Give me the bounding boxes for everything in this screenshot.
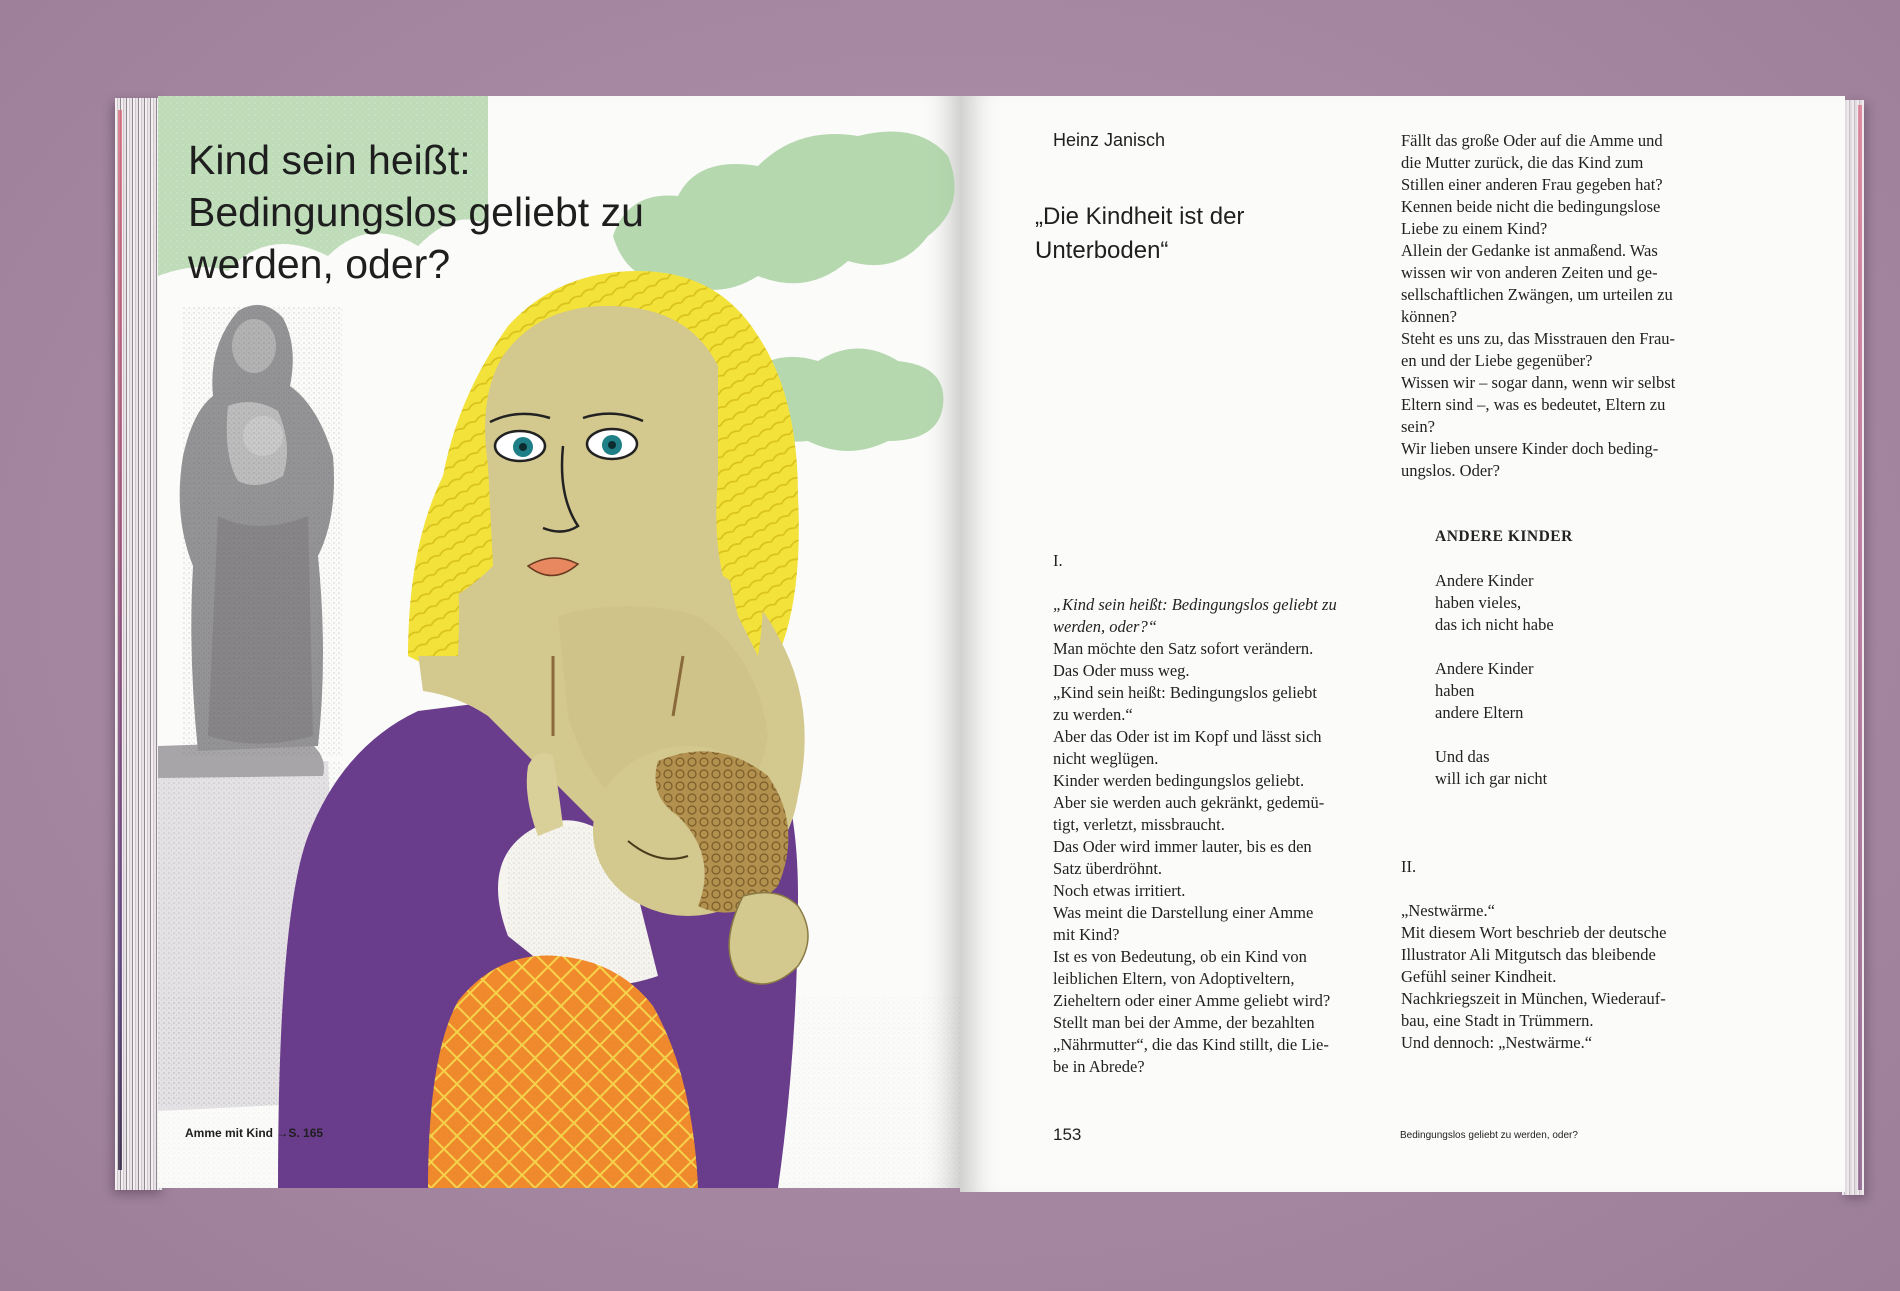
figure-caption: Amme mit Kind →S. 165 [185,1126,324,1140]
body-line: Stellt man bei der Amme, der bezahlten [1053,1013,1315,1032]
body-line: Zieheltern oder einer Amme geliebt wird? [1053,991,1331,1010]
body-line: Wissen wir – sogar dann, wenn wir selbst [1401,373,1676,392]
body-line: Man möchte den Satz sofort verändern. [1053,639,1314,658]
body-line: Gefühl seiner Kindheit. [1401,967,1557,986]
left-page [158,96,960,1188]
body-line: Steht es uns zu, das Misstrauen den Frau- [1401,329,1676,348]
title-line-2: Bedingungslos geliebt zu [188,189,644,235]
body-line: bau, eine Stadt in Trümmern. [1401,1011,1594,1030]
quote-line: „Kind sein heißt: Bedingungslos geliebt zu [1053,595,1337,614]
body-line: Und dennoch: „Nestwärme.“ [1401,1033,1593,1052]
body-line: „Kind sein heißt: Bedingungslos geliebt [1053,683,1317,702]
text-column-1 [1053,550,1403,1078]
essay-title-line-2: Unterboden“ [1035,237,1169,264]
body-line: en und der Liebe gegenüber? [1401,351,1593,370]
body-line: leiblichen Eltern, von Adoptiveltern, [1053,969,1295,988]
body-line: be in Abrede? [1053,1057,1145,1076]
title-line-3: werden, oder? [188,241,451,287]
body-line: sein? [1401,417,1435,436]
body-line: Aber das Oder ist im Kopf und lässt sich [1053,727,1322,746]
book-page-edges-left [115,98,163,1190]
right-page [960,96,1845,1192]
poem-line: Andere Kinder [1435,659,1534,678]
body-line: Kinder werden bedingungslos geliebt. [1053,771,1305,790]
section-number: II. [1401,857,1417,876]
body-line: Nachkriegszeit in München, Wiederauf- [1401,989,1666,1008]
poem-line: Und das [1435,747,1490,766]
poem-title: ANDERE KINDER [1435,528,1573,545]
book-edge-color-left [118,110,122,1170]
body-line: Liebe zu einem Kind? [1401,219,1548,238]
body-line: mit Kind? [1053,925,1120,944]
body-line: Stillen einer anderen Frau gegeben hat? [1401,175,1663,194]
body-line: „Nestwärme.“ [1401,901,1495,920]
body-line: sellschaftlichen Zwängen, um urteilen zu [1401,285,1673,304]
body-line: Mit diesem Wort beschrieb der deutsche [1401,923,1667,942]
body-line: Noch etwas irritiert. [1053,881,1186,900]
author-name: Heinz Janisch [1053,130,1166,150]
body-line: Allein der Gedanke ist anmaßend. Was [1401,241,1658,260]
body-line: zu werden.“ [1053,705,1133,724]
body-line: Aber sie werden auch gekränkt, gedemü- [1053,793,1325,812]
body-line: wissen wir von anderen Zeiten und ge- [1401,263,1658,282]
body-line: die Mutter zurück, die das Kind zum [1401,153,1644,172]
poem-line: will ich gar nicht [1435,769,1548,788]
poem-line: andere Eltern [1435,703,1524,722]
poem-line: haben [1435,681,1475,700]
body-line: Illustrator Ali Mitgutsch das bleibende [1401,945,1656,964]
body-line: „Nährmutter“, die das Kind stillt, die Lie- [1053,1035,1329,1054]
body-line: Was meint die Darstellung einer Amme [1053,903,1314,922]
body-line: Fällt das große Oder auf die Amme und [1401,131,1663,150]
book-edge-color-right [1858,105,1862,1190]
body-line: tigt, verletzt, missbraucht. [1053,815,1225,834]
body-line: Satz überdröhnt. [1053,859,1163,878]
body-line: Eltern sind –, was es bedeutet, Eltern zu [1401,395,1666,414]
essay-title-line-1: „Die Kindheit ist der [1035,203,1245,230]
quote-line: werden, oder?“ [1053,617,1157,636]
essay-title [1035,200,1335,268]
body-line: Wir lieben unsere Kinder doch beding- [1401,439,1659,458]
article-title [188,134,748,290]
body-line: können? [1401,307,1457,326]
body-line: nicht weglügen. [1053,749,1159,768]
text-column-2 [1401,130,1771,1054]
poem-stanza [1401,570,1771,790]
poem-line: Andere Kinder [1435,571,1534,590]
body-line: Das Oder muss weg. [1053,661,1190,680]
body-line: Kennen beide nicht die bedingungslose [1401,197,1661,216]
body-line: Das Oder wird immer lauter, bis es den [1053,837,1312,856]
poem-line: das ich nicht habe [1435,615,1554,634]
body-line: Ist es von Bedeutung, ob ein Kind von [1053,947,1307,966]
section-number: I. [1053,551,1063,570]
page-number: 153 [1053,1125,1082,1144]
running-head: Bedingungslos geliebt zu werden, oder? [1400,1130,1578,1141]
body-line: ungslos. Oder? [1401,461,1500,480]
poem-line: haben vieles, [1435,593,1522,612]
title-line-1: Kind sein heißt: [188,137,471,183]
